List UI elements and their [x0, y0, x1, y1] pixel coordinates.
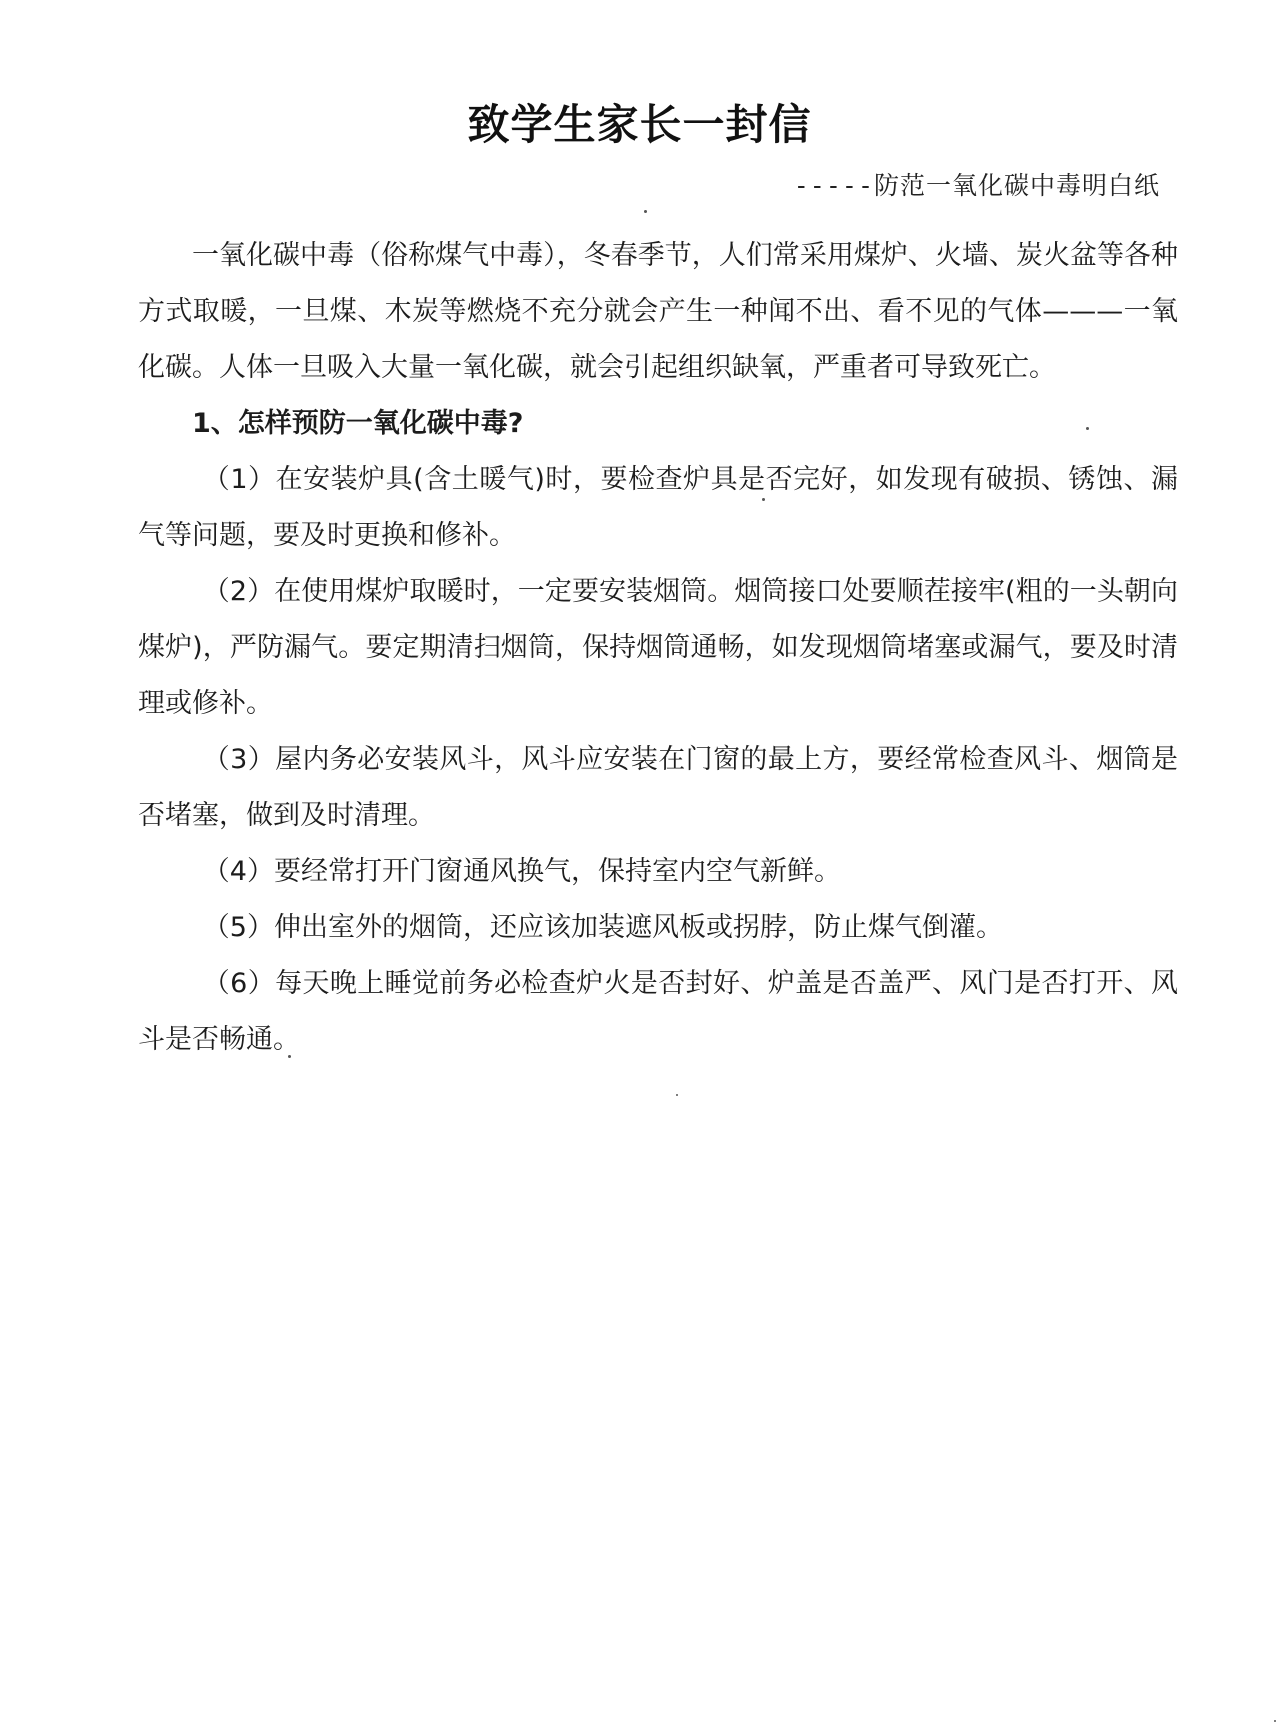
scan-speck	[1274, 1720, 1276, 1722]
list-item: （1）在安装炉具(含土暖气)时，要检查炉具是否完好，如发现有破损、锈蚀、漏气等问题，要及时更换和修补。	[138, 464, 1178, 551]
intro-paragraph: 一氧化碳中毒（俗称煤气中毒），冬春季节，人们常采用煤炉、火墙、炭火盆等各种方式取暖，一旦煤、木炭等燃烧不充分就会产生一种闻不出、看不见的气体———一氧化碳。人体一旦吸入大量一氧化碳，就会引起组织缺氧，严重者可导致死亡。	[138, 240, 1178, 383]
list-item: （2）在使用煤炉取暖时，一定要安装烟筒。烟筒接口处要顺茬接牢(粗的一头朝向煤炉)，严防漏气。要定期清扫烟筒，保持烟筒通畅，如发现烟筒堵塞或漏气，要及时清理或修补。	[138, 576, 1178, 719]
section-heading: 1、怎样预防一氧化碳中毒?	[192, 408, 524, 439]
list-item: （5）伸出室外的烟筒，还应该加装遮风板或拐脖，防止煤气倒灌。	[202, 912, 1003, 943]
scan-speck	[762, 498, 765, 501]
scan-speck	[1086, 427, 1089, 430]
scan-speck	[676, 1094, 678, 1096]
page-title: 致学生家长一封信	[467, 100, 812, 149]
letter-body	[138, 228, 1178, 1068]
list-item: （4）要经常打开门窗通风换气，保持室内空气新鲜。	[202, 856, 841, 887]
scan-speck	[288, 1055, 291, 1058]
page-subtitle: -----防范一氧化碳中毒明白纸	[793, 171, 1160, 200]
scan-speck	[644, 210, 647, 213]
list-item: （3）屋内务必安装风斗，风斗应安装在门窗的最上方，要经常检查风斗、烟筒是否堵塞，做到及时清理。	[138, 744, 1178, 831]
list-item: （6）每天晚上睡觉前务必检查炉火是否封好、炉盖是否盖严、风门是否打开、风斗是否畅通。	[138, 968, 1178, 1055]
